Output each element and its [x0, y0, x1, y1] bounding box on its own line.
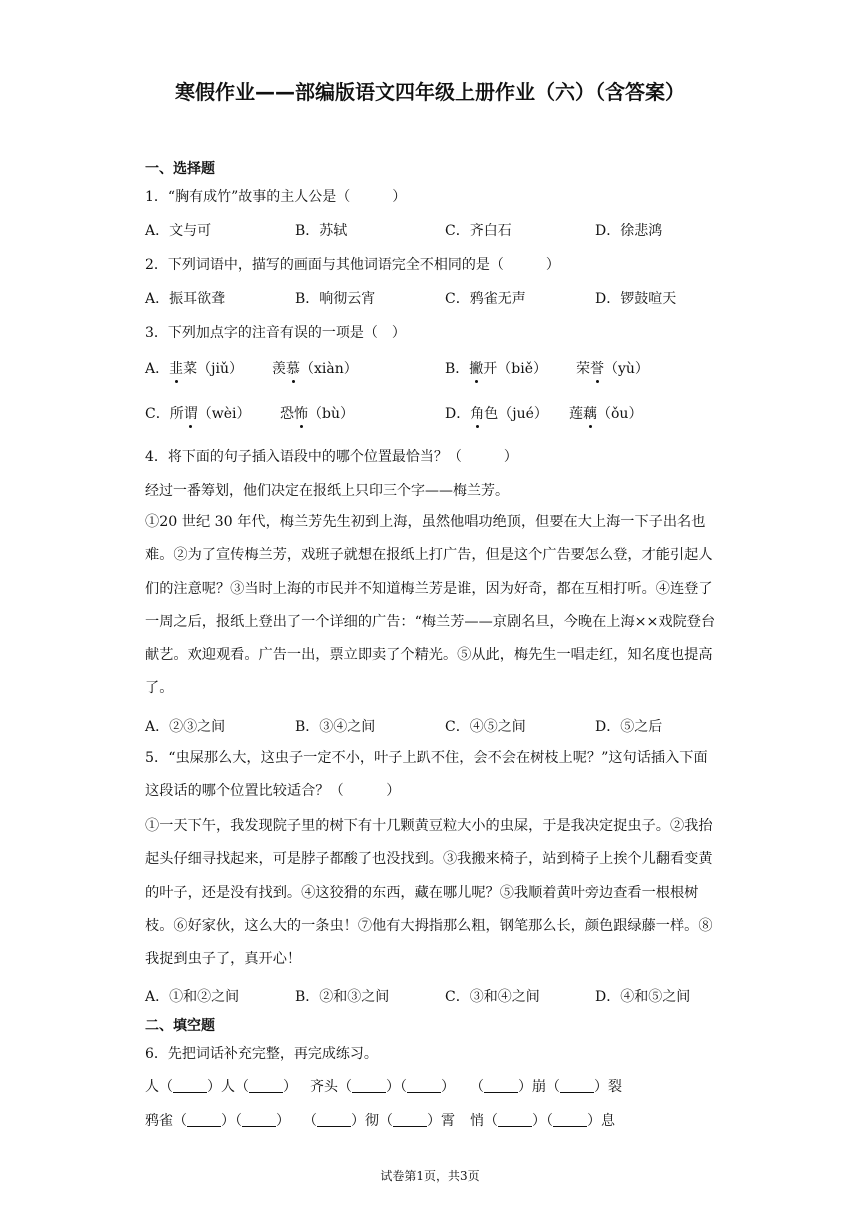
fill-blank[interactable]	[352, 1079, 386, 1093]
fill-blank[interactable]	[553, 1113, 587, 1127]
dotted-char: 誉	[590, 358, 604, 378]
fill-blank[interactable]	[173, 1079, 207, 1093]
section-choice-heading: 一、选择题	[145, 161, 215, 177]
q3-option-a[interactable]	[145, 358, 243, 378]
q4-option-d[interactable]: D．⑤之后	[595, 719, 663, 735]
option-label: D．	[445, 406, 471, 422]
idiom-blank-item: 悄（ ）（ ）息	[470, 1113, 615, 1129]
dotted-char: 藕	[583, 403, 597, 423]
fill-blank[interactable]	[249, 1079, 283, 1093]
pinyin-text: （wèi）	[197, 406, 251, 422]
plain-char: 莲	[569, 406, 583, 422]
pinyin-text: 色（jué）	[484, 406, 548, 422]
q4-option-b[interactable]: B．③④之间	[295, 719, 376, 735]
option-label: C．	[145, 406, 170, 422]
dotted-char: 怖	[294, 403, 308, 423]
q5-passage: ①一天下午，我发现院子里的树下有十几颗黄豆粒大小的虫屎，于是我决定捉虫子。②我抬起头仔细寻找起来，可是脖子都酸了也没找到。③我搬来椅子，站到椅子上挨个儿翻看变黄的叶子，还是没有找到。④这狡猾的东西，藏在哪儿呢？⑤我顺着黄叶旁边查看一根根树枝。⑥好家伙，这么大的一条虫！⑦他有大拇指那么粗，钢笔那么长，颜色跟绿藤一样。⑧我捉到虫子了，真开心！	[145, 818, 713, 968]
idiom-blank-item: 鸦雀（ ）（ ）	[145, 1113, 290, 1129]
section-fill-heading: 二、填空题	[145, 1018, 215, 1034]
question-5-stem: 5．“虫屎那么大，这虫子一定不小，叶子上趴不住，会不会在树枝上呢？”这句话插入下面这段话的哪个位置比较适合？（ ）	[145, 750, 708, 800]
fill-blank[interactable]	[484, 1079, 518, 1093]
question-4-stem: 4．将下面的句子插入语段中的哪个位置最恰当？（ ）	[145, 449, 518, 465]
q4-insert-sentence: 经过一番筹划，他们决定在报纸上只印三个字——梅兰芳。	[145, 483, 509, 499]
plain-char: 所	[169, 406, 184, 422]
fill-blank[interactable]	[242, 1113, 276, 1127]
pinyin-text: （yù）	[604, 361, 649, 377]
plain-char: 荣	[576, 361, 590, 377]
pinyin-text: （bù）	[308, 406, 354, 422]
fill-blank[interactable]	[393, 1113, 427, 1127]
fill-blank[interactable]	[187, 1113, 221, 1127]
dotted-char: 谓	[184, 403, 198, 423]
q3-option-a-word2	[272, 358, 358, 378]
fill-blank[interactable]	[407, 1079, 441, 1093]
question-6-stem: 6．先把词话补充完整，再完成练习。	[145, 1046, 378, 1062]
q1-option-c[interactable]: C．齐白石	[445, 223, 512, 239]
option-label: A．	[145, 361, 170, 377]
idiom-blank-item: （ ）彻（ ）霄	[303, 1113, 455, 1129]
plain-char: 恐	[280, 406, 294, 422]
option-label: B．	[445, 361, 470, 377]
pinyin-text: （xiàn）	[300, 361, 358, 377]
q4-option-c[interactable]: C．④⑤之间	[445, 719, 526, 735]
question-3-stem: 3．下列加点字的注音有误的一项是（ ）	[145, 325, 406, 341]
pinyin-text: 菜（jiǔ）	[183, 361, 243, 377]
dotted-char: 韭	[169, 358, 183, 378]
q4-passage: ①20 世纪 30 年代，梅兰芳先生初到上海，虽然他唱功绝顶，但要在大上海一下子出名也难。②为了宣传梅兰芳，戏班子就想在报纸上打广告，但是这个广告要怎么登，才能引起人们的注意呢？③当时上海的市民并不知道梅兰芳是谁，因为好奇，都在互相打听。④连登了一周之后，报纸上登出了一个详细的广告：“梅兰芳——京剧名旦，今晚在上海××戏院登台献艺。欢迎观看。广告一出，票立即卖了个精光。⑤从此，梅先生一唱走红，知名度也提高了。	[145, 514, 716, 697]
q1-option-b[interactable]: B．苏轼	[295, 223, 348, 239]
q1-option-d[interactable]: D．徐悲鸿	[595, 223, 663, 239]
q2-option-d[interactable]: D．锣鼓喧天	[595, 291, 677, 307]
fill-blank[interactable]	[317, 1113, 351, 1127]
dotted-char: 角	[470, 403, 484, 423]
plain-char: 羡	[272, 361, 286, 377]
q2-option-b[interactable]: B．响彻云宵	[295, 291, 376, 307]
page-footer: 试卷第1页，共3页	[380, 1169, 480, 1183]
q5-option-d[interactable]: D．④和⑤之间	[595, 989, 691, 1005]
question-2-stem: 2．下列词语中，描写的画面与其他词语完全不相同的是（ ）	[145, 257, 560, 273]
q1-option-a[interactable]: A．文与可	[145, 223, 212, 239]
q5-option-a[interactable]: A．①和②之间	[145, 989, 240, 1005]
dotted-char: 撇	[469, 358, 483, 378]
q5-option-b[interactable]: B．②和③之间	[295, 989, 390, 1005]
q3-option-b[interactable]	[445, 358, 547, 378]
idiom-blank-item: 人（ ）人（ ）	[145, 1079, 297, 1095]
q2-option-a[interactable]: A．振耳欲聋	[145, 291, 226, 307]
q3-option-b-word2	[576, 358, 649, 378]
idiom-blank-item: （ ）崩（ ）裂	[470, 1079, 622, 1095]
fill-blank[interactable]	[560, 1079, 594, 1093]
q3-option-c[interactable]	[145, 403, 250, 423]
q3-option-d[interactable]	[445, 403, 548, 423]
q3-option-d-word2	[569, 403, 642, 423]
fill-blank[interactable]	[498, 1113, 532, 1127]
q4-option-a[interactable]: A．②③之间	[145, 719, 226, 735]
q3-option-c-word2	[280, 403, 354, 423]
idiom-blank-item: 齐头（ ）（ ）	[310, 1079, 455, 1095]
dotted-char: 慕	[286, 358, 300, 378]
pinyin-text: （ǒu）	[597, 406, 643, 422]
question-1-stem: 1．“胸有成竹”故事的主人公是（ ）	[145, 189, 407, 205]
pinyin-text: 开（biě）	[483, 361, 548, 377]
page-title: 寒假作业——部编版语文四年级上册作业（六）（含答案）	[175, 80, 685, 104]
q2-option-c[interactable]: C．鸦雀无声	[445, 291, 526, 307]
q5-option-c[interactable]: C．③和④之间	[445, 989, 540, 1005]
